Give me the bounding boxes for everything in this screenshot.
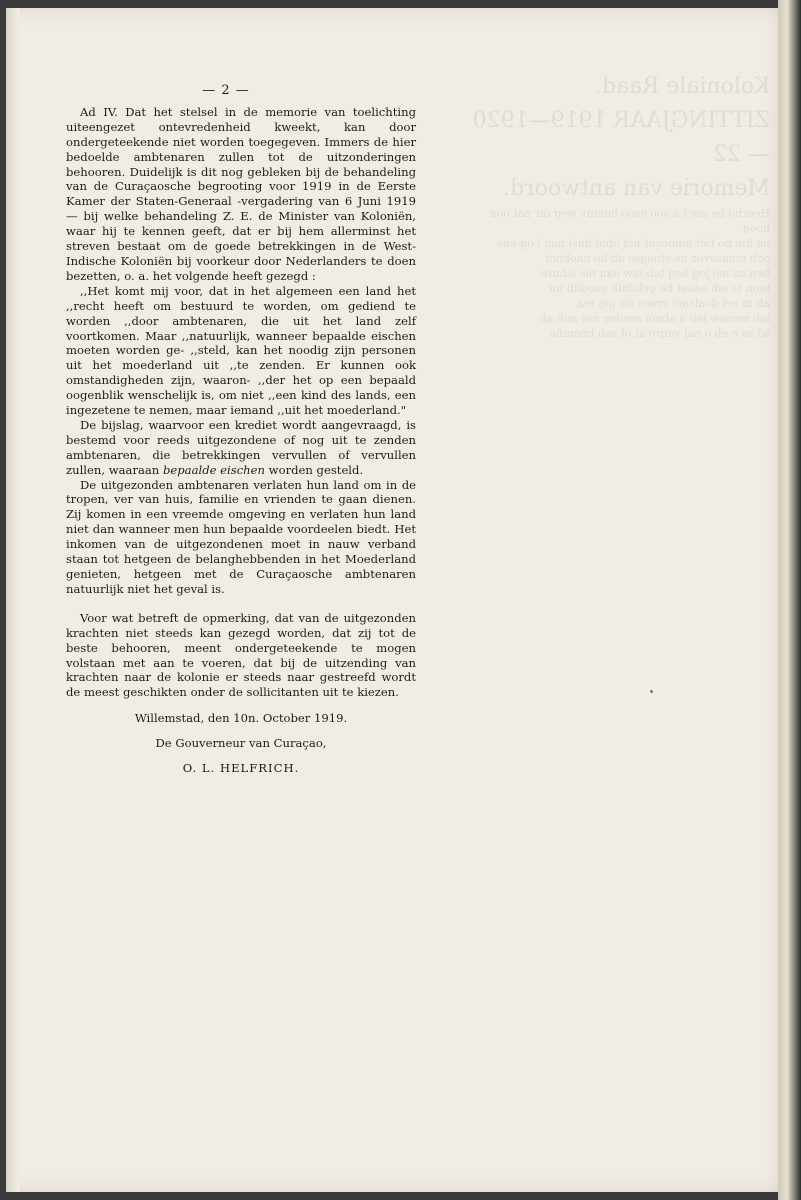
signature: O. L. HELFRICH.	[182, 761, 300, 776]
page-number: — 2 —	[202, 83, 250, 98]
paper-speck	[650, 690, 653, 693]
paragraph-bijslag-italic: bepaalde eischen	[162, 462, 265, 477]
paragraph-uitgezonden: De uitgezonden ambtenaren verlaten hun land om in de tropen, ver van huis, familie en vrienden te gaan dienen. Zij komen in een vreemde omgeving en verlaten hun land niet dan wanneer men hun bepaalde voordeelen biedt. Het inkomen van de uitgezondenen moet in nauw verband staan tot hetgeen de belanghebbenden in het Moederland genieten, hetgeen met de Curaçaosche ambtenaren natuurlijk niet het geval is.	[66, 477, 416, 596]
minister-quote: ,,Het komt mij voor, dat in het algemeen een land het ,,recht heeft om bestuurd te worden, om gediend te worden ,,door ambtenaren, die uit het land zelf voortkomen. Maar ,,natuurlijk, wanneer bepaalde eischen moeten worden ge- ,,steld, kan het noodig zijn personen uit het moederland uit ,,te zenden. Er kunnen ook omstandigheden zijn, waaron- ,,der het op een bepaald oogenblik wenschelijk is, om niet ,,een kind des lands, een ingezetene te nemen, maar iemand ,,uit het moederland."	[66, 283, 416, 418]
page-fold-shadow	[6, 8, 20, 1192]
paragraph-ad-iv: Ad IV. Dat het stelsel in de memorie van toelichting uiteengezet ontevredenheid kweekt, kan door ondergeteekende niet worden toegegeven. Immers de hier bedoelde ambtenaren zullen tot de uitzonderingen behooren. Duidelijk is dit nog gebleken bij de behandeling van de Curaçaosche begrooting voor 1919 in de Eerste Kamer der Staten-Generaal -vergadering van 6 Juni 1919 — bij welke behandeling Z. E. de Minister van Koloniën, waar hij te kennen geeft, dat er bij hem allerminst het streven bestaat om de goede betrekkingen in de West-Indische Koloniën bij voorkeur door Nederlanders te doen bezetten, o. a. het volgende heeft gezegd :	[66, 104, 416, 283]
governor-title: De Gouverneur van Curaçao,	[155, 736, 327, 751]
paragraph-bijslag-start: De bijslag, waarvoor een krediet wordt aangevraagd, is bestemd voor reeds uitgezondene of nog uit te zenden ambtenaren, die betrekkingen vervullen of vervullen zullen, waaraan	[66, 417, 416, 477]
paragraph-bijslag-end: worden gesteld.	[268, 462, 364, 477]
page-edge	[778, 0, 801, 1200]
paragraph-spacer	[66, 597, 416, 611]
paragraph-opmerking: Voor wat betreft de opmerking, dat van de uitgezonden krachten niet steeds kan gezegd worden, dat zij tot de beste behooren, meent ondergeteekende te mogen volstaan met aan te voeren, dat bij de uitzending van krachten naar de kolonie er steeds naar gestreefd wordt de meest geschikten onder de sollicitanten uit te kiezen.	[66, 610, 416, 700]
paragraph-bijslag	[66, 418, 416, 478]
place-date: Willemstad, den 10n. October 1919.	[134, 711, 348, 726]
document-body	[66, 84, 416, 776]
